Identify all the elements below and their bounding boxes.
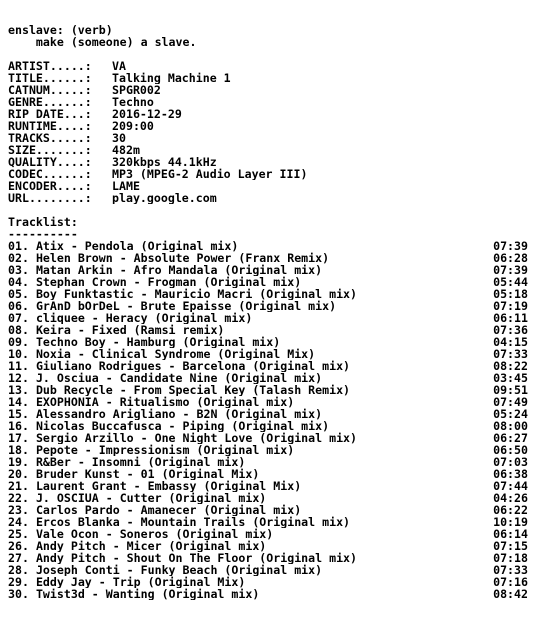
track-row [8, 336, 528, 348]
track-number: 09. [8, 336, 29, 348]
track-title: Andy Pitch - Micer (Original mix) [35, 540, 267, 552]
track-row [8, 528, 528, 540]
tracklist-underline: ---------- [8, 228, 78, 240]
track-number: 07. [8, 312, 29, 324]
info-row [8, 168, 528, 180]
definition-meaning: make (someone) a slave. [8, 36, 197, 48]
track-duration: 07:15 [493, 540, 528, 552]
track-duration: 05:24 [493, 408, 528, 420]
track-entry [8, 360, 350, 372]
track-row [8, 240, 528, 252]
track-row [8, 312, 528, 324]
track-entry [8, 372, 322, 384]
track-entry [8, 396, 294, 408]
track-number: 27. [8, 552, 29, 564]
info-label: GENRE......: [8, 96, 92, 108]
info-value: Talking Machine 1 [112, 72, 231, 84]
track-duration: 07:44 [493, 480, 528, 492]
track-duration: 03:45 [493, 372, 528, 384]
track-entry [8, 468, 259, 480]
track-entry [8, 324, 224, 336]
track-title: Ercos Blanka - Mountain Trails (Original mix) [35, 516, 351, 528]
info-row [8, 72, 528, 84]
track-title: GrAnD bOrDeL - Brute Epaisse (Original mix) [35, 300, 337, 312]
track-row [8, 468, 528, 480]
track-title: Laurent Grant - Embassy (Original Mix) [35, 480, 302, 492]
track-entry [8, 240, 238, 252]
track-entry [8, 276, 301, 288]
track-duration: 06:27 [493, 432, 528, 444]
track-row [8, 276, 528, 288]
track-number: 08. [8, 324, 29, 336]
track-title: Stephan Crown - Frogman (Original mix) [35, 276, 302, 288]
track-duration: 07:18 [493, 552, 528, 564]
track-duration: 07:39 [493, 240, 528, 252]
track-entry [8, 588, 259, 600]
release-info [8, 60, 528, 204]
track-number: 03. [8, 264, 29, 276]
track-row [8, 384, 528, 396]
info-label: CATNUM.....: [8, 84, 92, 96]
track-row [8, 588, 528, 600]
info-value: play.google.com [112, 192, 217, 204]
track-row [8, 516, 528, 528]
track-number: 23. [8, 504, 29, 516]
spacer [8, 48, 528, 60]
info-label: RUNTIME....: [8, 120, 92, 132]
track-row [8, 444, 528, 456]
info-value: SPGR002 [112, 84, 161, 96]
track-number: 13. [8, 384, 29, 396]
track-duration: 06:11 [493, 312, 528, 324]
info-row [8, 60, 528, 72]
track-duration: 07:36 [493, 324, 528, 336]
track-row [8, 552, 528, 564]
track-number: 05. [8, 288, 29, 300]
track-title: Vale Ocon - Soneros (Original mix) [35, 528, 274, 540]
track-number: 30. [8, 588, 29, 600]
track-title: Sergio Arzillo - One Night Love (Original mix) [35, 432, 358, 444]
track-title: Matan Arkin - Afro Mandala (Original mix) [35, 264, 323, 276]
track-row [8, 348, 528, 360]
track-duration: 09:51 [493, 384, 528, 396]
tracklist-heading: Tracklist: [8, 216, 78, 228]
track-number: 15. [8, 408, 29, 420]
track-title: Dub Recycle - From Special Key (Talash Remix) [35, 384, 351, 396]
track-number: 25. [8, 528, 29, 540]
track-title: Boy Funktastic - Mauricio Macri (Original mix) [35, 288, 358, 300]
info-value: 320kbps 44.1kHz [112, 156, 217, 168]
track-entry [8, 252, 329, 264]
track-row [8, 492, 528, 504]
track-entry [8, 564, 322, 576]
track-duration: 07:33 [493, 564, 528, 576]
track-entry [8, 444, 294, 456]
track-number: 06. [8, 300, 29, 312]
track-row [8, 576, 528, 588]
track-title: Techno Boy - Hamburg (Original mix) [35, 336, 281, 348]
track-title: Nicolas Buccafusca - Piping (Original mix) [35, 420, 330, 432]
track-entry [8, 516, 350, 528]
track-number: 21. [8, 480, 29, 492]
track-duration: 07:49 [493, 396, 528, 408]
track-entry [8, 288, 357, 300]
tracklist [8, 240, 528, 600]
track-duration: 05:18 [493, 288, 528, 300]
track-row [8, 564, 528, 576]
info-value: VA [112, 60, 126, 72]
track-number: 02. [8, 252, 29, 264]
track-duration: 07:19 [493, 300, 528, 312]
track-title: Andy Pitch - Shout On The Floor (Original mix) [35, 552, 358, 564]
track-row [8, 288, 528, 300]
track-duration: 08:00 [493, 420, 528, 432]
track-duration: 05:44 [493, 276, 528, 288]
info-value: 209:00 [112, 120, 154, 132]
track-entry [8, 480, 301, 492]
track-title: Alessandro Arigliano - B2N (Original mix) [35, 408, 323, 420]
track-number: 20. [8, 468, 29, 480]
track-row [8, 480, 528, 492]
track-entry [8, 456, 245, 468]
track-entry [8, 552, 357, 564]
info-value: LAME [112, 180, 140, 192]
track-number: 28. [8, 564, 29, 576]
track-row [8, 300, 528, 312]
track-entry [8, 264, 322, 276]
track-title: Carlos Pardo - Amanecer (Original mix) [35, 504, 302, 516]
track-row [8, 264, 528, 276]
track-number: 24. [8, 516, 29, 528]
info-value: 2016-12-29 [112, 108, 182, 120]
info-row [8, 144, 528, 156]
track-number: 11. [8, 360, 29, 372]
track-title: cliquee - Heracy (Original mix) [35, 312, 253, 324]
track-number: 12. [8, 372, 29, 384]
track-title: R&Ber - Insomni (Original mix) [35, 456, 246, 468]
info-label: CODEC......: [8, 168, 92, 180]
track-title: J. Osciua - Candidate Nine (Original mix) [35, 372, 323, 384]
track-row [8, 456, 528, 468]
info-label: QUALITY....: [8, 156, 92, 168]
track-row [8, 360, 528, 372]
track-entry [8, 408, 322, 420]
info-value: 30 [112, 132, 126, 144]
info-label: SIZE.......: [8, 144, 92, 156]
track-duration: 07:03 [493, 456, 528, 468]
track-duration: 06:22 [493, 504, 528, 516]
track-entry [8, 300, 336, 312]
track-number: 16. [8, 420, 29, 432]
track-title: Noxia - Clinical Syndrome (Original Mix) [35, 348, 316, 360]
info-value: 482m [112, 144, 140, 156]
track-row [8, 504, 528, 516]
track-duration: 07:16 [493, 576, 528, 588]
track-entry [8, 528, 273, 540]
info-row [8, 120, 528, 132]
track-number: 01. [8, 240, 29, 252]
track-title: Giuliano Rodrigues - Barcelona (Original mix) [35, 360, 351, 372]
info-label: ENCODER....: [8, 180, 92, 192]
track-number: 19. [8, 456, 29, 468]
track-title: Pepote - Impressionism (Original mix) [35, 444, 295, 456]
definition-term: enslave: (verb) [8, 24, 113, 36]
track-number: 22. [8, 492, 29, 504]
track-duration: 10:19 [493, 516, 528, 528]
nfo-document [8, 24, 528, 600]
info-label: TRACKS.....: [8, 132, 92, 144]
track-title: Twist3d - Wanting (Original mix) [35, 588, 260, 600]
track-duration: 06:50 [493, 444, 528, 456]
track-number: 14. [8, 396, 29, 408]
track-number: 26. [8, 540, 29, 552]
track-title: Keira - Fixed (Ramsi remix) [35, 324, 225, 336]
info-row [8, 192, 528, 204]
info-row [8, 108, 528, 120]
info-label: TITLE......: [8, 72, 92, 84]
track-number: 17. [8, 432, 29, 444]
info-value: MP3 (MPEG-2 Audio Layer III) [112, 168, 308, 180]
info-value: Techno [112, 96, 154, 108]
track-title: Helen Brown - Absolute Power (Franx Remix) [35, 252, 330, 264]
track-duration: 06:28 [493, 252, 528, 264]
track-title: Bruder Kunst - 01 (Original Mix) [35, 468, 260, 480]
track-duration: 04:15 [493, 336, 528, 348]
track-number: 29. [8, 576, 29, 588]
track-entry [8, 432, 357, 444]
track-number: 04. [8, 276, 29, 288]
track-entry [8, 576, 245, 588]
track-title: Joseph Conti - Funky Beach (Original mix) [35, 564, 323, 576]
info-label: ARTIST.....: [8, 60, 92, 72]
track-duration: 08:42 [493, 588, 528, 600]
track-entry [8, 504, 301, 516]
info-label: RIP DATE...: [8, 108, 92, 120]
track-title: EXOPHONIA - Ritualismo (Original mix) [35, 396, 295, 408]
track-entry [8, 384, 350, 396]
track-duration: 04:26 [493, 492, 528, 504]
track-title: Eddy Jay - Trip (Original Mix) [35, 576, 246, 588]
track-row [8, 420, 528, 432]
track-duration: 06:14 [493, 528, 528, 540]
track-entry [8, 420, 329, 432]
track-duration: 08:22 [493, 360, 528, 372]
info-row [8, 96, 528, 108]
track-row [8, 540, 528, 552]
track-duration: 07:39 [493, 264, 528, 276]
track-entry [8, 312, 252, 324]
track-number: 18. [8, 444, 29, 456]
track-row [8, 252, 528, 264]
info-row [8, 84, 528, 96]
spacer [8, 204, 528, 216]
info-label: URL........: [8, 192, 92, 204]
info-row [8, 180, 528, 192]
track-number: 10. [8, 348, 29, 360]
track-row [8, 408, 528, 420]
track-entry [8, 540, 266, 552]
track-row [8, 396, 528, 408]
track-entry [8, 336, 280, 348]
info-row [8, 132, 528, 144]
info-row [8, 156, 528, 168]
track-title: J. OSCIUA - Cutter (Original mix) [35, 492, 267, 504]
track-row [8, 324, 528, 336]
track-entry [8, 492, 266, 504]
track-duration: 07:33 [493, 348, 528, 360]
track-entry [8, 348, 315, 360]
track-row [8, 372, 528, 384]
track-title: Atix - Pendola (Original mix) [35, 240, 239, 252]
track-row [8, 432, 528, 444]
track-duration: 06:38 [493, 468, 528, 480]
